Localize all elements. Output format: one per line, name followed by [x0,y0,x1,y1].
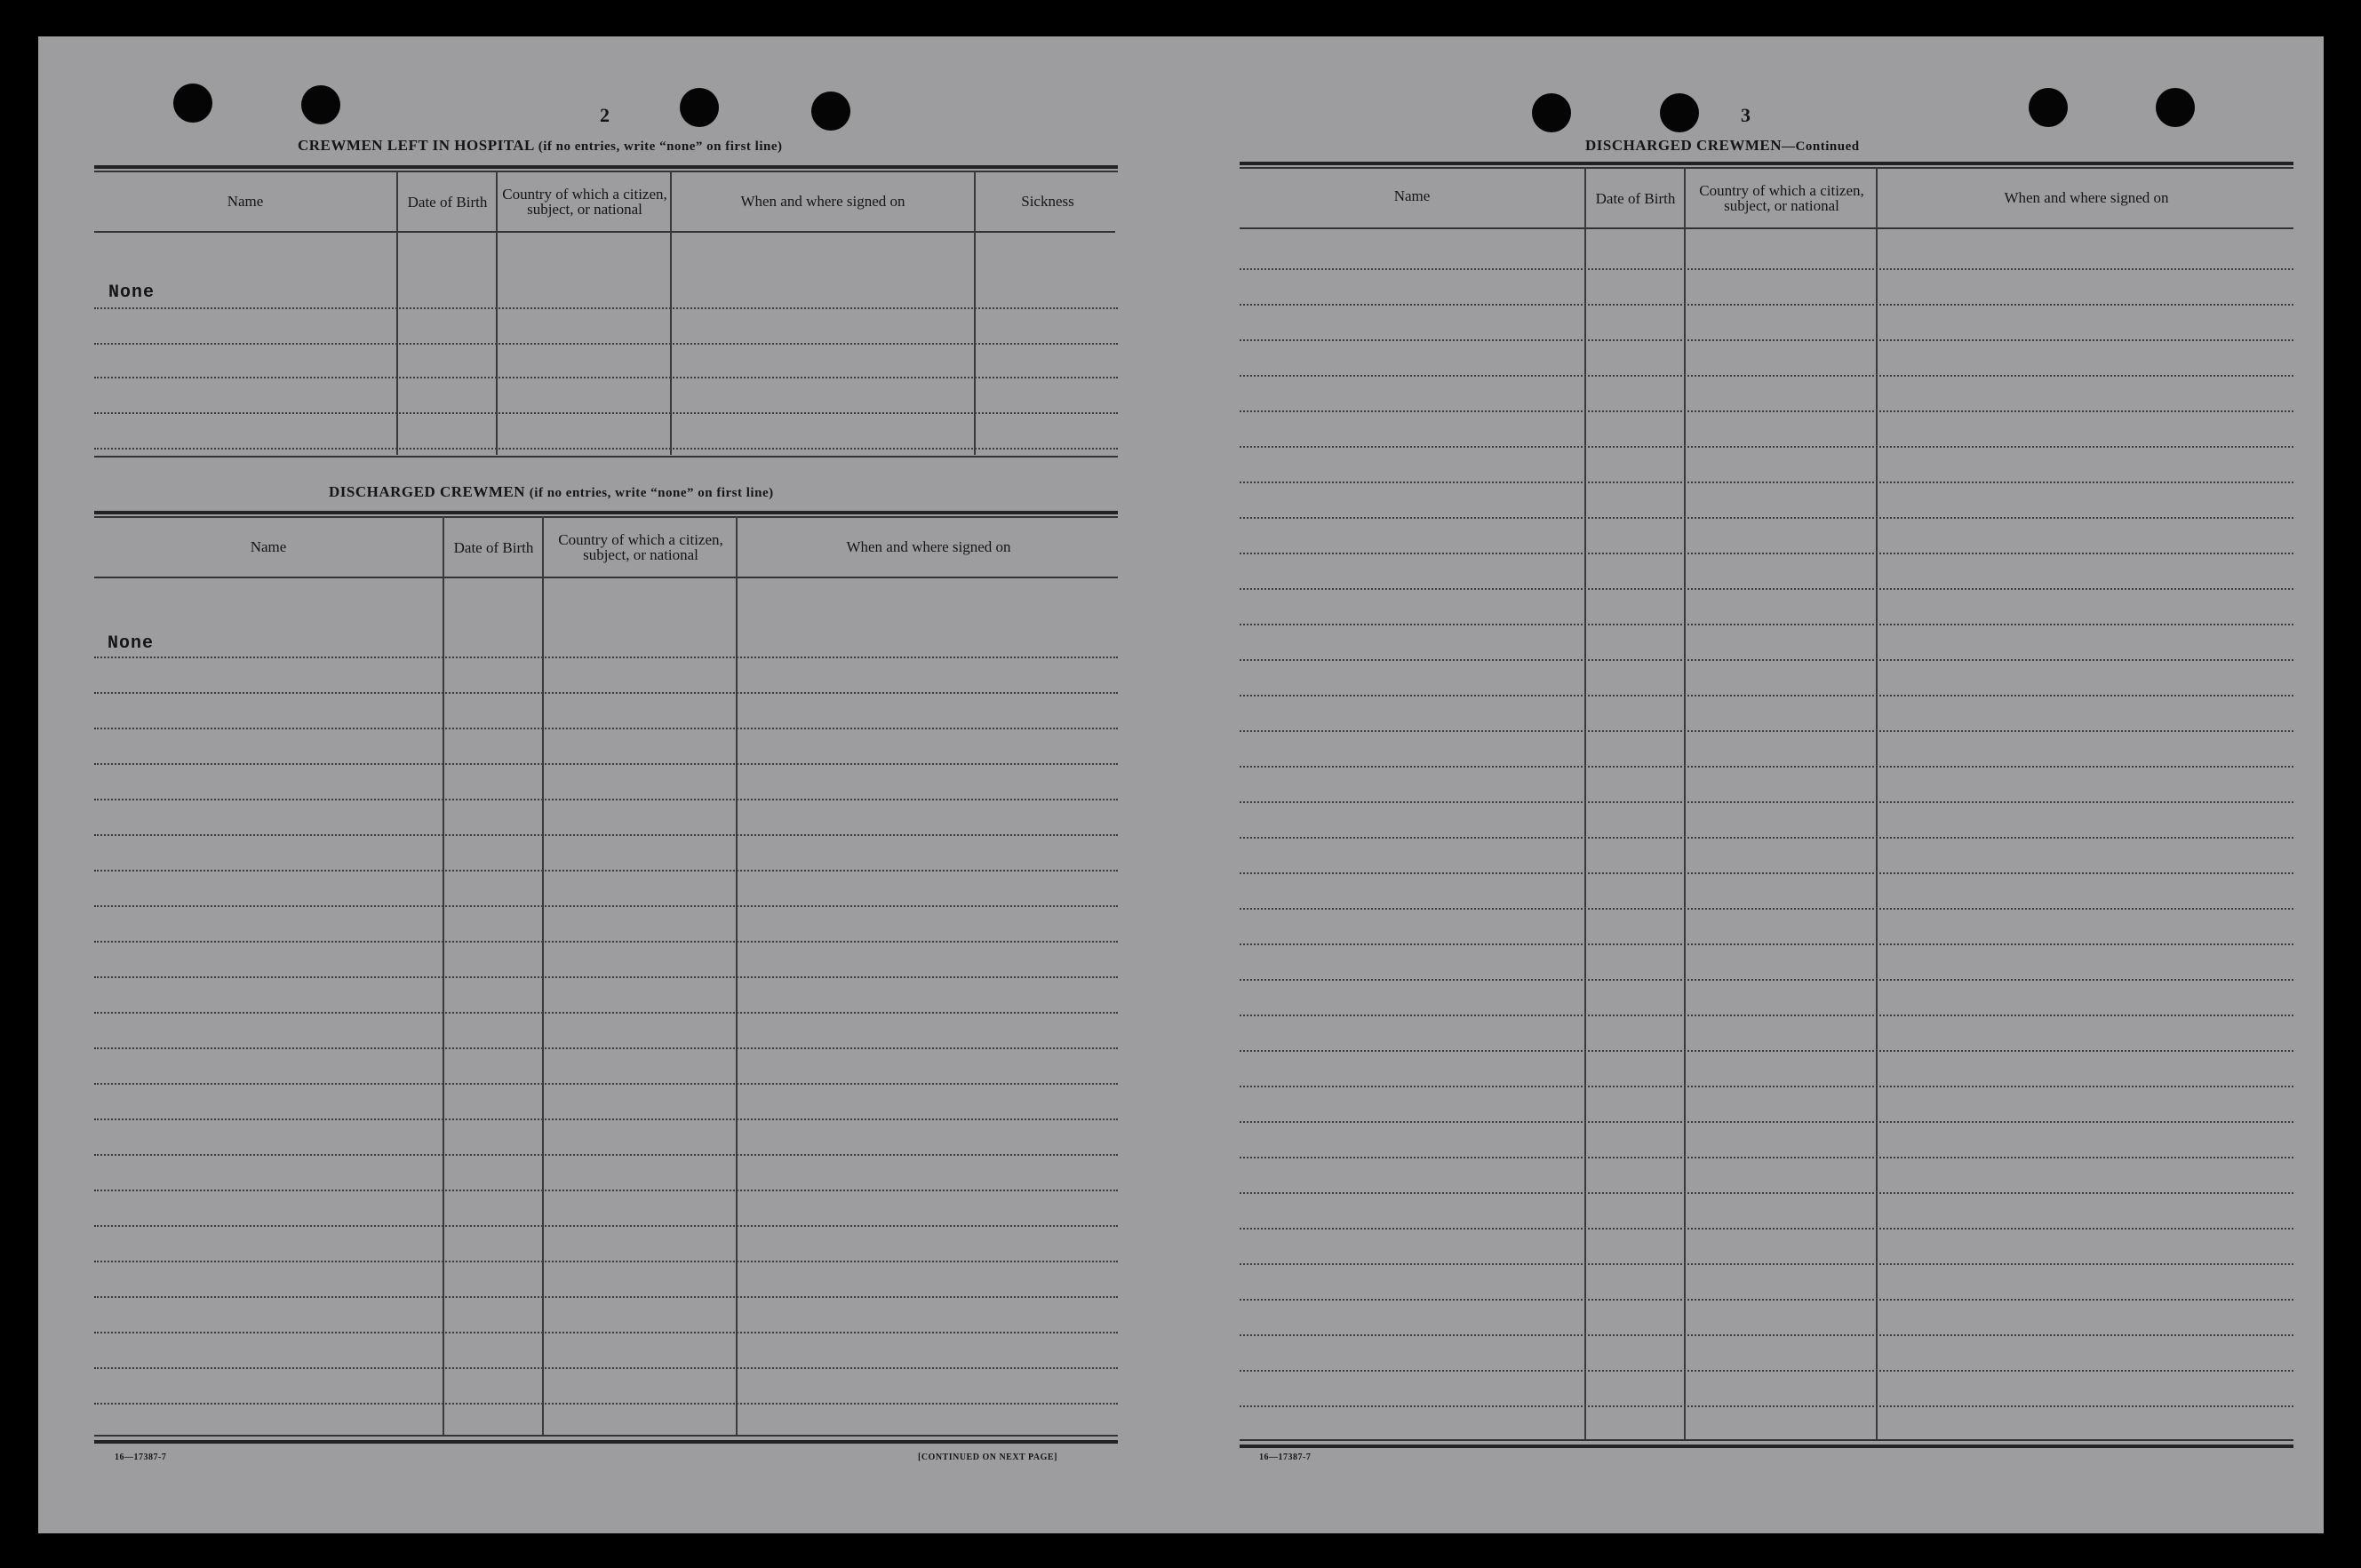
col-header-signed-on: When and where signed on [846,537,1011,555]
punch-hole [680,88,719,127]
discharged-instruction: (if no entries, write “none” on first line) [529,486,774,500]
punch-hole [1532,93,1571,132]
form-sheet [38,36,2324,1533]
discharged-title: DISCHARGED CREWMEN [329,483,526,500]
form-number-right: 16—17387-7 [1259,1453,1312,1462]
punch-hole [1660,93,1699,132]
page-number-right: 3 [1741,104,1751,126]
hospital-section-title [298,137,783,155]
col-header-date-of-birth: Date of Birth [407,193,488,211]
hospital-instruction: (if no entries, write “none” on first line) [538,139,783,154]
hospital-title: CREWMEN LEFT IN HOSPITAL [298,137,534,154]
punch-hole [2029,88,2068,127]
punch-hole [301,85,340,124]
col-header-signed-on: When and where signed on [2004,188,2169,206]
col-header-country: Country of which a citizen, subject, or national [558,531,723,563]
col-header-name: Name [250,537,287,555]
continued-section-title [1585,137,1860,155]
hospital-table [94,165,1118,496]
continued-title: DISCHARGED CREWMEN [1585,137,1783,154]
continued-note: [CONTINUED ON NEXT PAGE] [918,1453,1057,1462]
col-header-name: Name [227,192,264,210]
page-number-left: 2 [600,104,610,126]
hospital-first-entry: None [108,283,156,303]
discharged-table-left [94,511,1118,1461]
discharged-section-title [329,483,774,501]
punch-hole [811,92,850,131]
col-header-signed-on: When and where signed on [740,192,905,210]
continued-title-suffix: —Continued [1782,139,1860,154]
discharged-table-right [1240,162,2293,1476]
discharged-first-entry: None [108,633,155,654]
col-header-name: Name [1393,187,1431,204]
punch-hole [2156,88,2195,127]
form-number-left: 16—17387-7 [115,1453,167,1462]
col-header-date-of-birth: Date of Birth [1595,189,1676,207]
col-header-sickness: Sickness [1021,192,1074,210]
col-header-country: Country of which a citizen, subject, or national [502,186,667,218]
col-header-date-of-birth: Date of Birth [453,538,534,556]
punch-hole [173,84,212,123]
col-header-country: Country of which a citizen, subject, or national [1699,182,1864,214]
